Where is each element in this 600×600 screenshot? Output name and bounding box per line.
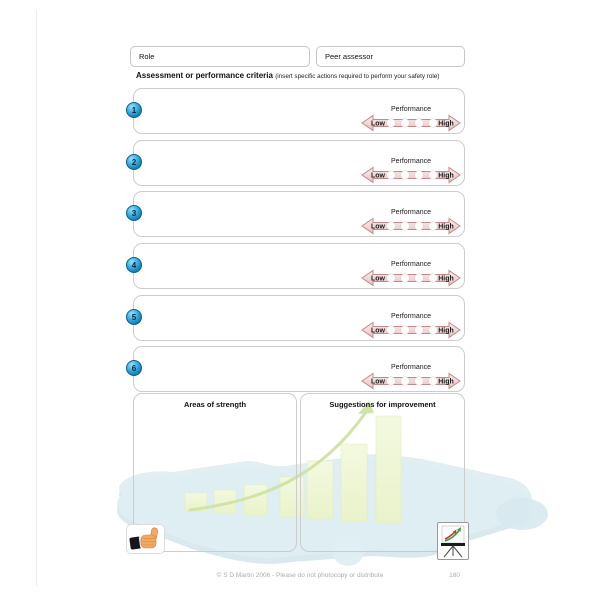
rating-dot[interactable] — [429, 274, 438, 283]
high-label: High — [438, 223, 454, 231]
performance-arrow — [361, 372, 461, 390]
performance-label: Performance — [390, 158, 432, 165]
criteria-number: 5 — [131, 312, 137, 322]
criteria-heading-note: (insert specific actions required to perform your safety role) — [275, 73, 440, 80]
criteria-number-badge — [126, 102, 142, 118]
performance-scale — [361, 106, 461, 132]
criteria-heading — [136, 71, 439, 80]
puzzle-knob — [496, 498, 548, 530]
rating-dot[interactable] — [429, 377, 438, 386]
criteria-heading-title: Assessment or performance criteria — [136, 71, 273, 80]
performance-scale — [361, 209, 461, 235]
rating-dot[interactable] — [429, 171, 438, 180]
low-label: Low — [371, 172, 385, 180]
criteria-number-badge — [126, 154, 142, 170]
high-label: High — [438, 172, 454, 180]
performance-arrow — [361, 269, 461, 287]
rating-dot[interactable] — [415, 171, 424, 180]
high-label: High — [438, 378, 454, 386]
rating-dot[interactable] — [387, 274, 396, 283]
low-label: Low — [371, 120, 385, 128]
footer-copyright: © S D Martin 2006 - Please do not photocopy or distribute — [216, 572, 384, 579]
criteria-number-badge — [126, 257, 142, 273]
performance-arrow — [361, 321, 461, 339]
criteria-box-5[interactable] — [133, 295, 465, 341]
criteria-number-badge — [126, 205, 142, 221]
rating-dot[interactable] — [387, 222, 396, 231]
role-field[interactable]: Role — [130, 46, 310, 67]
rating-dot[interactable] — [415, 326, 424, 335]
criteria-box-3[interactable] — [133, 191, 465, 237]
criteria-number: 2 — [131, 157, 137, 167]
rating-dot[interactable] — [401, 171, 410, 180]
thumbs-up-icon — [126, 524, 165, 554]
performance-arrow — [361, 217, 461, 235]
criteria-box-4[interactable] — [133, 243, 465, 289]
performance-arrow — [361, 114, 461, 132]
performance-scale — [361, 261, 461, 287]
rating-dot[interactable] — [401, 326, 410, 335]
high-label: High — [438, 120, 454, 128]
rating-dot[interactable] — [429, 119, 438, 128]
rating-dot[interactable] — [387, 377, 396, 386]
rating-dot[interactable] — [415, 377, 424, 386]
performance-scale — [361, 158, 461, 184]
rating-dot[interactable] — [415, 119, 424, 128]
rating-dot[interactable] — [429, 326, 438, 335]
performance-arrow — [361, 166, 461, 184]
rating-dot[interactable] — [387, 326, 396, 335]
rating-dot[interactable] — [415, 222, 424, 231]
criteria-number: 1 — [131, 105, 137, 115]
rating-dot[interactable] — [387, 119, 396, 128]
areas-of-strength-title: Areas of strength — [183, 400, 247, 409]
criteria-number-badge — [126, 309, 142, 325]
performance-label: Performance — [390, 313, 432, 320]
rating-dot[interactable] — [401, 119, 410, 128]
footer-page-number: 180 — [449, 572, 460, 579]
criteria-number: 6 — [131, 363, 137, 373]
rating-dot[interactable] — [415, 274, 424, 283]
criteria-number: 3 — [131, 208, 137, 218]
rating-dot[interactable] — [401, 377, 410, 386]
rating-dot[interactable] — [429, 222, 438, 231]
rating-dot[interactable] — [401, 222, 410, 231]
criteria-number-badge — [126, 360, 142, 376]
performance-label: Performance — [390, 261, 432, 268]
performance-scale — [361, 364, 461, 390]
low-label: Low — [371, 327, 385, 335]
performance-scale — [361, 313, 461, 339]
criteria-box-6[interactable] — [133, 346, 465, 392]
low-label: Low — [371, 275, 385, 283]
rating-dot[interactable] — [401, 274, 410, 283]
criteria-number: 4 — [131, 260, 137, 270]
performance-label: Performance — [390, 106, 432, 113]
suggestions-title: Suggestions for improvement — [329, 400, 436, 409]
performance-label: Performance — [390, 364, 432, 371]
peer-assessor-field[interactable]: Peer assessor — [316, 46, 465, 67]
rating-dot[interactable] — [387, 171, 396, 180]
low-label: Low — [371, 223, 385, 231]
low-label: Low — [371, 378, 385, 386]
high-label: High — [438, 275, 454, 283]
criteria-box-2[interactable] — [133, 140, 465, 186]
flipchart-icon — [437, 522, 469, 560]
high-label: High — [438, 327, 454, 335]
criteria-box-1[interactable] — [133, 88, 465, 134]
performance-label: Performance — [390, 209, 432, 216]
page-edge-line-left — [36, 10, 37, 586]
